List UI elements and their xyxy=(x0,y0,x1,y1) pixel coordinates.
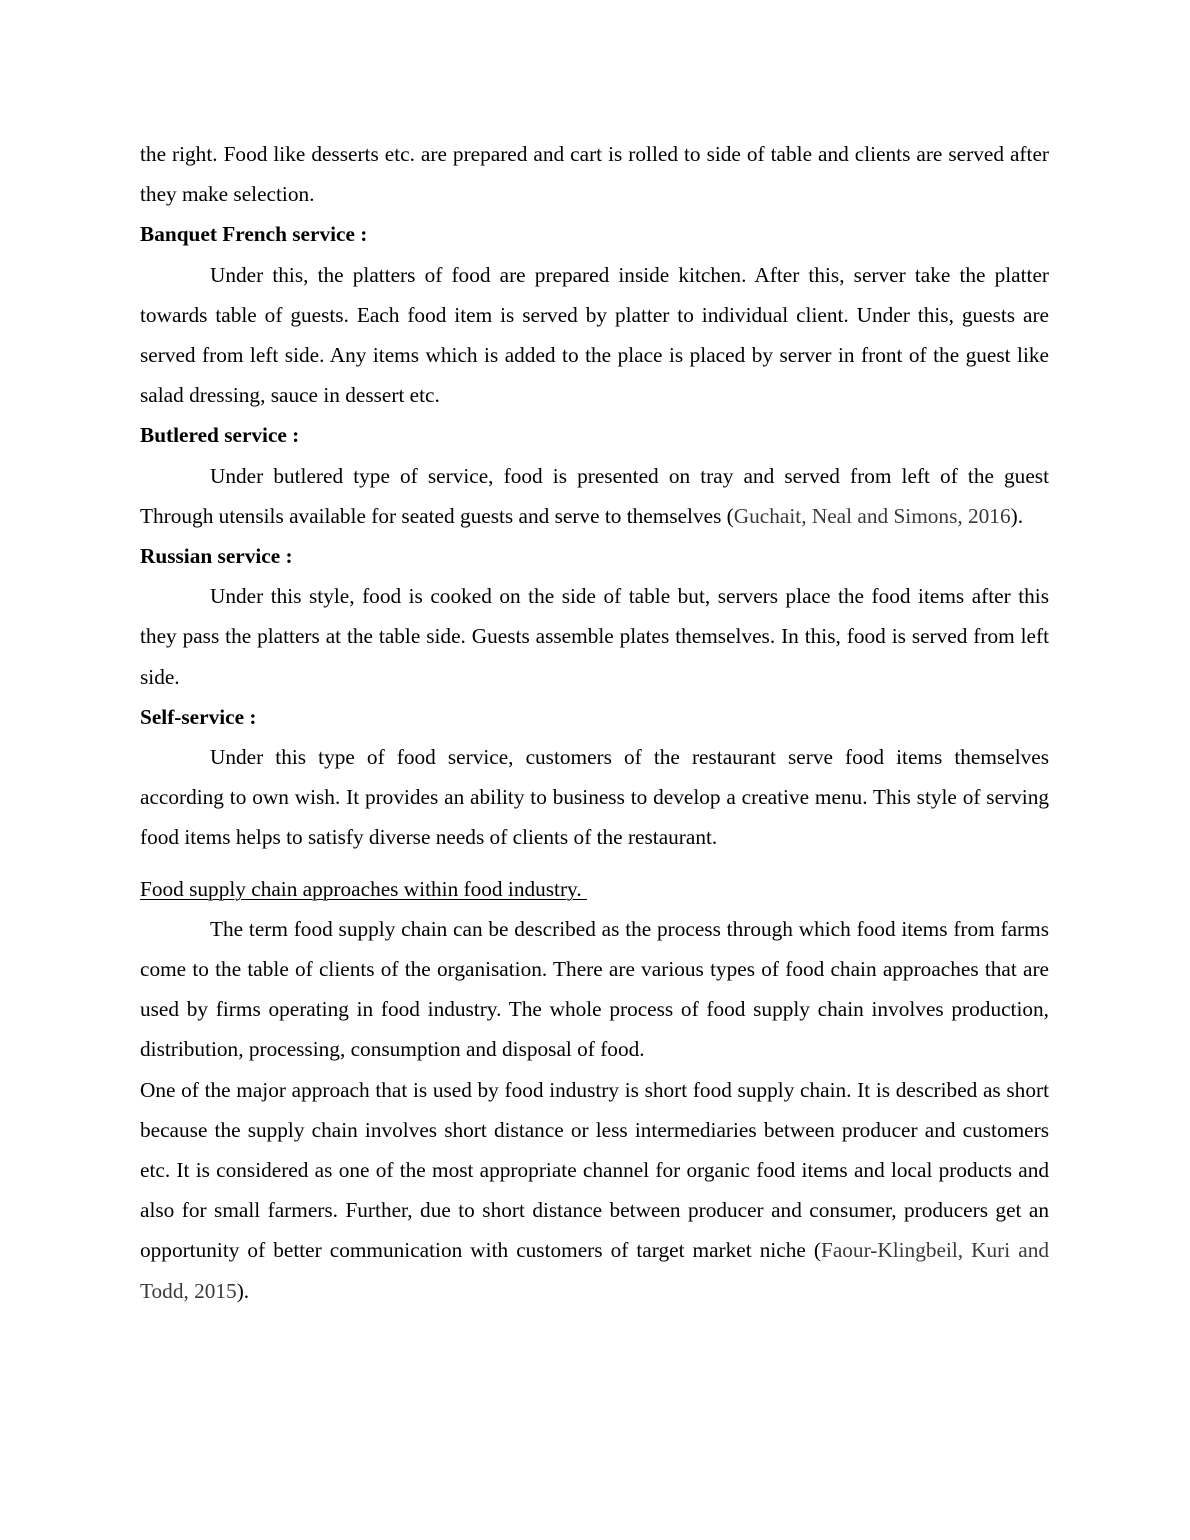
document-page xyxy=(140,134,1049,1311)
supply-chain-paragraph-2 xyxy=(140,1070,1049,1311)
russian-heading: Russian service : xyxy=(140,544,293,569)
russian-paragraph: Under this style, food is cooked on the side of table but, servers place the food items after this they pass the platters at the table side. Guests assemble plates themselves. In this, food is served from left side. xyxy=(140,584,1049,689)
supply-chain-citation: Faour-Klingbeil, Kuri and Todd, 2015 xyxy=(140,1238,1049,1303)
supply-chain-text-end: ). xyxy=(236,1278,250,1303)
self-service-heading: Self-service : xyxy=(140,704,257,729)
butlered-heading: Butlered service : xyxy=(140,423,300,448)
banquet-french-paragraph: Under this, the platters of food are prepared inside kitchen. After this, server take the platter towards table of guests. Each food item is served by platter to individual client. Under this, guests are served from left side. Any items which is added to the place is placed by server in front of the guest like salad dressing, sauce in dessert etc. xyxy=(140,262,1049,408)
intro-paragraph: the right. Food like desserts etc. are prepared and cart is rolled to side of table and clients are served after they make selection. xyxy=(140,142,1049,207)
banquet-french-heading: Banquet French service : xyxy=(140,222,368,247)
self-service-paragraph: Under this type of food service, customers of the restaurant serve food items themselves according to own wish. It provides an ability to business to develop a creative menu. This style of serving food items helps to satisfy diverse needs of clients of the restaurant. xyxy=(140,745,1049,850)
butlered-text-end: ). xyxy=(1010,503,1024,528)
section-title: Food supply chain approaches within food industry. xyxy=(140,876,587,901)
supply-chain-text: One of the major approach that is used by food industry is short food supply chain. It is described as short because the supply chain involves short distance or less intermediaries between producer and customers etc. It is considered as one of the most appropriate channel for organic food items and local products and also for small farmers. Further, due to short distance between producer and consumer, producers get an opportunity of better communication with customers of target market niche ( xyxy=(140,1077,1049,1263)
butlered-paragraph xyxy=(140,456,1049,536)
butlered-text: Under butlered type of service, food is presented on tray and served from left of the guest Through utensils available for seated guests and serve to themselves ( xyxy=(140,463,1049,528)
butlered-citation: Guchait, Neal and Simons, 2016 xyxy=(733,503,1011,528)
supply-chain-paragraph-1: The term food supply chain can be described as the process through which food items from farms come to the table of clients of the organisation. There are various types of food chain approaches that are used by firms operating in food industry. The whole process of food supply chain involves production, distribution, processing, consumption and disposal of food. xyxy=(140,916,1049,1062)
